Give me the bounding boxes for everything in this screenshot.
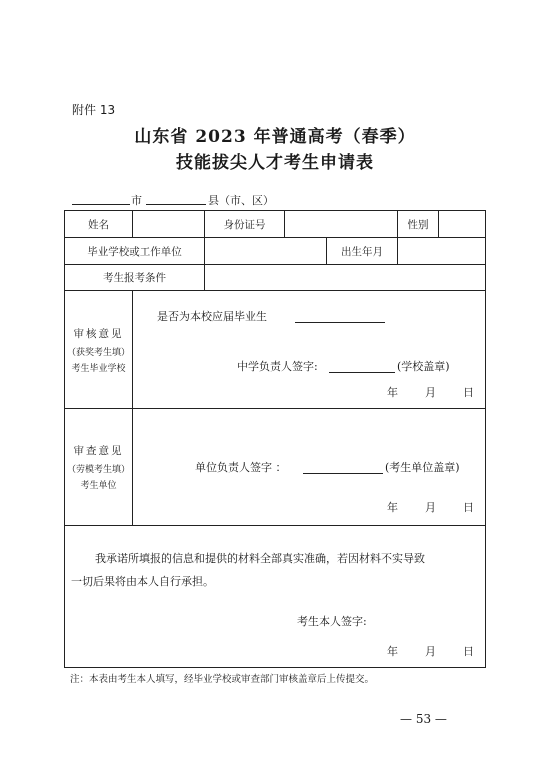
review-month: 月 <box>425 386 436 399</box>
unit-stamp-label: (考生单位盖章) <box>385 461 460 474</box>
school-stamp-label: (学校盖章) <box>397 360 450 373</box>
inspect-title: 审查意见 <box>73 445 124 457</box>
footer-note: 注：本表由考生本人填写，经毕业学校或审查部门审核盖章后上传提交。 <box>70 674 375 685</box>
inspect-label-cell <box>65 409 133 526</box>
birth-label: 出生年月 <box>327 238 398 265</box>
application-form-table <box>64 210 486 668</box>
pledge-day: 日 <box>463 645 474 658</box>
gender-field[interactable] <box>439 211 486 238</box>
review-label-cell <box>65 291 133 409</box>
id-label: 身份证号 <box>205 211 285 238</box>
name-label: 姓名 <box>65 211 133 238</box>
inspect-month: 月 <box>425 501 436 514</box>
review-sub2: 考生毕业学校 <box>71 363 126 374</box>
unit-sign-blank[interactable] <box>303 473 383 474</box>
pledge-month: 月 <box>425 645 436 658</box>
unit-sign-label: 单位负责人签字 ： <box>195 461 287 474</box>
form-title-line2: 技能拔尖人才考生申请表 <box>176 153 374 173</box>
county-label: 县（市、区） <box>208 194 274 207</box>
pledge-cell <box>65 526 486 668</box>
review-title: 审核意见 <box>73 327 124 340</box>
school-label: 毕业学校或工作单位 <box>65 238 205 265</box>
pledge-text-line1: 我承诺所填报的信息和提供的材料全部真实准确，若因材料不实导致 <box>95 552 425 565</box>
school-field[interactable] <box>205 238 327 265</box>
city-blank[interactable] <box>72 204 130 205</box>
id-field[interactable] <box>285 211 398 238</box>
birth-field[interactable] <box>398 238 486 265</box>
inspect-sub1: （劳模考生填） <box>66 465 130 475</box>
school-sign-label: 中学负责人签字: <box>237 360 318 373</box>
inspect-year: 年 <box>387 501 398 514</box>
gender-label: 性别 <box>398 211 439 238</box>
review-content-cell <box>133 291 486 409</box>
review-year: 年 <box>387 386 398 399</box>
inspect-sub2: 考生单位 <box>80 481 117 491</box>
inspect-content-cell <box>133 409 486 526</box>
attachment-label: 附件 13 <box>72 103 116 117</box>
inspect-day: 日 <box>463 501 474 514</box>
county-blank[interactable] <box>146 204 206 205</box>
candidate-sign-label: 考生本人签字: <box>297 615 367 628</box>
review-day: 日 <box>463 386 474 399</box>
graduate-answer-blank[interactable] <box>295 322 385 323</box>
school-sign-blank[interactable] <box>329 372 395 373</box>
city-label: 市 <box>131 194 142 207</box>
condition-field[interactable] <box>205 265 486 291</box>
name-field[interactable] <box>133 211 205 238</box>
graduate-question: 是否为本校应届毕业生 <box>157 310 267 323</box>
pledge-year: 年 <box>387 645 398 658</box>
form-title-line1: 山东省 2023 年普通高考（春季） <box>134 127 416 147</box>
pledge-text-line2: 一切后果将由本人自行承担。 <box>71 575 214 588</box>
review-sub1: （获奖考生填） <box>66 347 130 358</box>
condition-label: 考生报考条件 <box>65 265 205 291</box>
page-number: — 53 — <box>400 712 447 726</box>
